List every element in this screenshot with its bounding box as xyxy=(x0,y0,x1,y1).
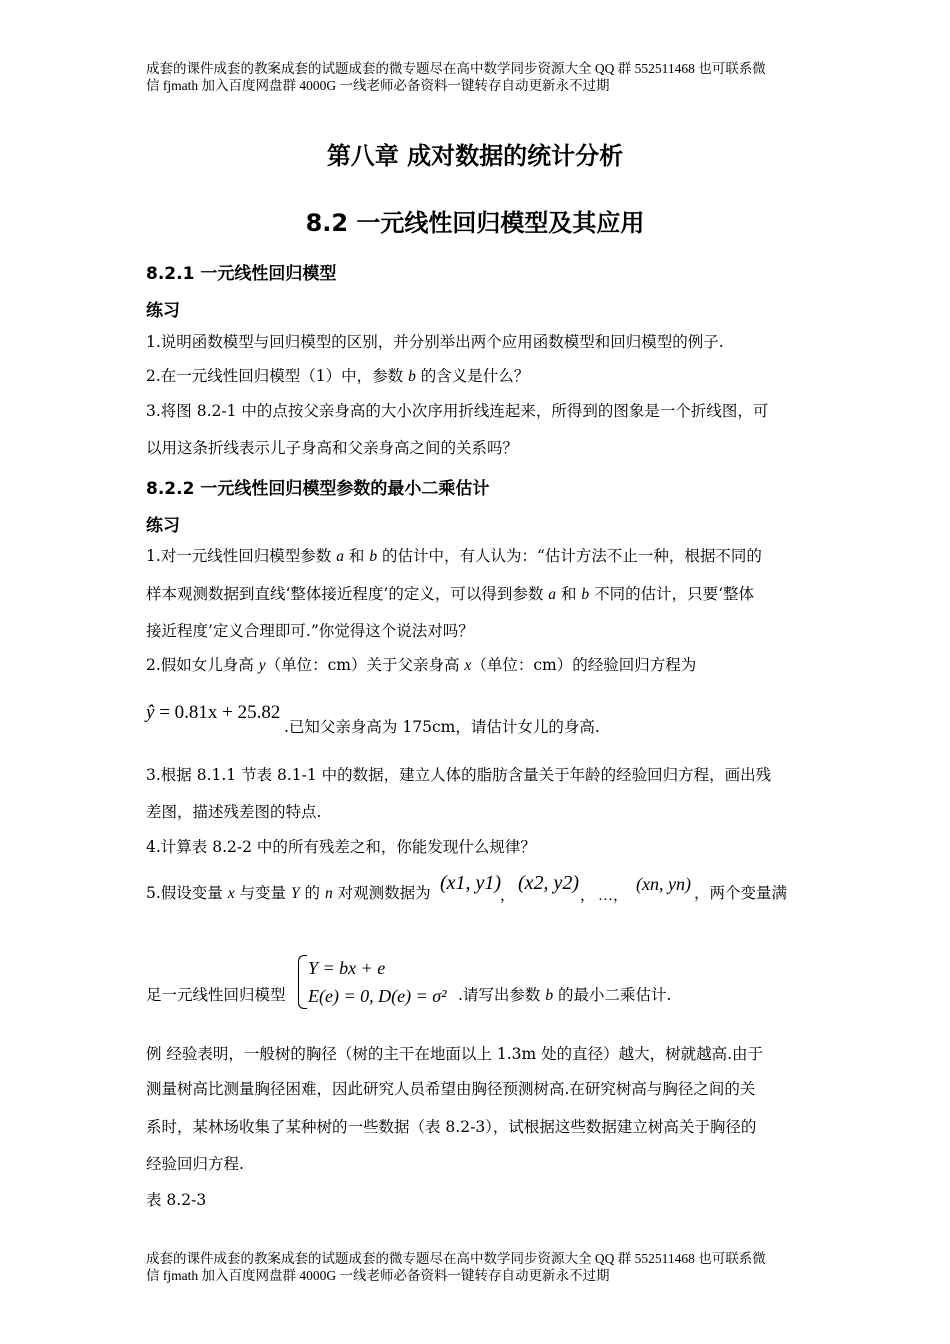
subsection-heading-821: 8.2.1 一元线性回归模型 xyxy=(146,264,337,284)
table-label: 表 8.2-3 xyxy=(146,1191,207,1209)
header-line-2: 信 fjmath 加入百度网盘群 4000G 一线老师必备资料一键转存自动更新永不过期 xyxy=(146,78,610,93)
q2-text-b: （单位：cm）关于父亲身高 xyxy=(265,656,465,674)
comma-1: ， xyxy=(500,888,516,904)
q2-text-a: 2.假如女儿身高 xyxy=(146,656,259,674)
example-line4: 经验回归方程. xyxy=(146,1155,244,1173)
practice-heading-1: 练习 xyxy=(146,301,180,321)
q3-822-line1: 3.根据 8.1.1 节表 8.1-1 中的数据，建立人体的脂肪含量关于年龄的经验回归方程，画出残 xyxy=(146,766,772,784)
q1-text-d: 样本观测数据到直线‘整体接近程度’的定义，可以得到参数 xyxy=(146,585,549,603)
example-line2: 测量树高比测量胸径困难，因此研究人员希望由胸径预测树高.在研究树高与胸径之间的关 xyxy=(146,1080,756,1098)
footer-note xyxy=(146,1250,826,1284)
var-n: n xyxy=(324,885,333,902)
var-y: y xyxy=(258,657,266,674)
chapter-title: 第八章 成对数据的统计分析 xyxy=(326,142,624,170)
q5-822-line2-start: 足一元线性回归模型 xyxy=(146,986,286,1004)
footer-line-2: 信 fjmath 加入百度网盘群 4000G 一线老师必备资料一键转存自动更新永不过期 xyxy=(146,1268,610,1283)
q1-text-f: 不同的估计，只要‘整体 xyxy=(589,585,755,603)
q5-text-f: 的最小二乘估计. xyxy=(553,986,672,1004)
system-eq-2: E(e) = 0, D(e) = σ² xyxy=(308,986,447,1006)
comma-2: ， xyxy=(580,888,596,904)
q5-822-line2-end xyxy=(458,986,798,1005)
section-title: 8.2 一元线性回归模型及其应用 xyxy=(305,209,645,237)
subsection-heading-822: 8.2.2 一元线性回归模型参数的最小二乘估计 xyxy=(146,479,490,499)
ellipsis: …， xyxy=(598,888,629,904)
q2-822 xyxy=(146,656,806,675)
system-eq-1: Y = bx + e xyxy=(308,958,386,978)
pair-2: (x2, y2) xyxy=(518,872,580,894)
q5-text-b: 与变量 xyxy=(234,884,291,902)
q5-text-c: 的 xyxy=(299,884,325,902)
q1-822-line3: 接近程度’定义合理即可.”你觉得这个说法对吗？ xyxy=(146,622,474,640)
q1-text-c: 的估计中，有人认为：“估计方法不止一种，根据不同的 xyxy=(377,547,762,565)
equation-rhs: = 0.81x + 25.82 xyxy=(154,702,281,723)
example-line3: 系时，某林场收集了某种树的一些数据（表 8.2-3），试根据这些数据建立树高关于胸径的 xyxy=(146,1118,757,1136)
var-x: x xyxy=(227,885,235,902)
q1-821: 1.说明函数模型与回归模型的区别，并分别举出两个应用函数模型和回归模型的例子. xyxy=(146,333,724,351)
q5-822-line1-end: ，两个变量满 xyxy=(694,884,788,902)
q2-822-after: .已知父亲身高为 175cm，请估计女儿的身高. xyxy=(284,718,600,736)
q3-822-line2: 差图，描述残差图的特点. xyxy=(146,803,322,821)
q1-822-line1 xyxy=(146,547,806,566)
pair-1: (x1, y1) xyxy=(440,872,502,894)
q1-text-e: 和 xyxy=(556,585,582,603)
q1-text-a: 1.对一元线性回归模型参数 xyxy=(146,547,337,565)
practice-heading-2: 练习 xyxy=(146,516,180,536)
example-line1: 例 经验表明，一般树的胸径（树的主干在地面以上 1.3m 处的直径）越大，树就越高.由于 xyxy=(146,1045,764,1063)
q5-text-a: 5.假设变量 xyxy=(146,884,228,902)
q2-821 xyxy=(146,367,806,386)
q3-821-line1: 3.将图 8.2-1 中的点按父亲身高的大小次序用折线连起来，所得到的图象是一个折线图，可 xyxy=(146,402,769,420)
q1-822-line2 xyxy=(146,585,806,604)
q2-text-b: 的含义是什么？ xyxy=(415,367,530,385)
var-b: b xyxy=(408,368,416,385)
var-Y: Y xyxy=(290,885,300,902)
var-a: a xyxy=(336,548,344,565)
q5-text-d: 对观测数据为 xyxy=(332,884,431,902)
pair-n: (xn, yn) xyxy=(636,874,691,894)
var-b: b xyxy=(545,987,554,1004)
var-b: b xyxy=(581,586,590,603)
q4-822: 4.计算表 8.2-2 中的所有残差之和，你能发现什么规律？ xyxy=(146,838,536,856)
regression-equation xyxy=(146,702,280,724)
q5-text-e: .请写出参数 xyxy=(458,986,546,1004)
q3-821-line2: 以用这条折线表示儿子身高和父亲身高之间的关系吗？ xyxy=(146,439,519,457)
var-x: x xyxy=(464,657,472,674)
q2-text-c: （单位：cm）的经验回归方程为 xyxy=(471,656,697,674)
header-line-1: 成套的课件成套的教案成套的试题成套的微专题尽在高中数学同步资源大全 QQ 群 552511468 也可联系微 xyxy=(146,61,766,76)
q1-text-b: 和 xyxy=(343,547,370,565)
header-note xyxy=(146,60,826,94)
y-hat: ŷ xyxy=(146,702,155,723)
system-brace xyxy=(298,955,307,1009)
q2-text-a: 2.在一元线性回归模型（1）中，参数 xyxy=(146,367,409,385)
var-a: a xyxy=(548,586,557,603)
var-b: b xyxy=(369,548,378,565)
footer-line-1: 成套的课件成套的教案成套的试题成套的微专题尽在高中数学同步资源大全 QQ 群 552511468 也可联系微 xyxy=(146,1251,766,1266)
